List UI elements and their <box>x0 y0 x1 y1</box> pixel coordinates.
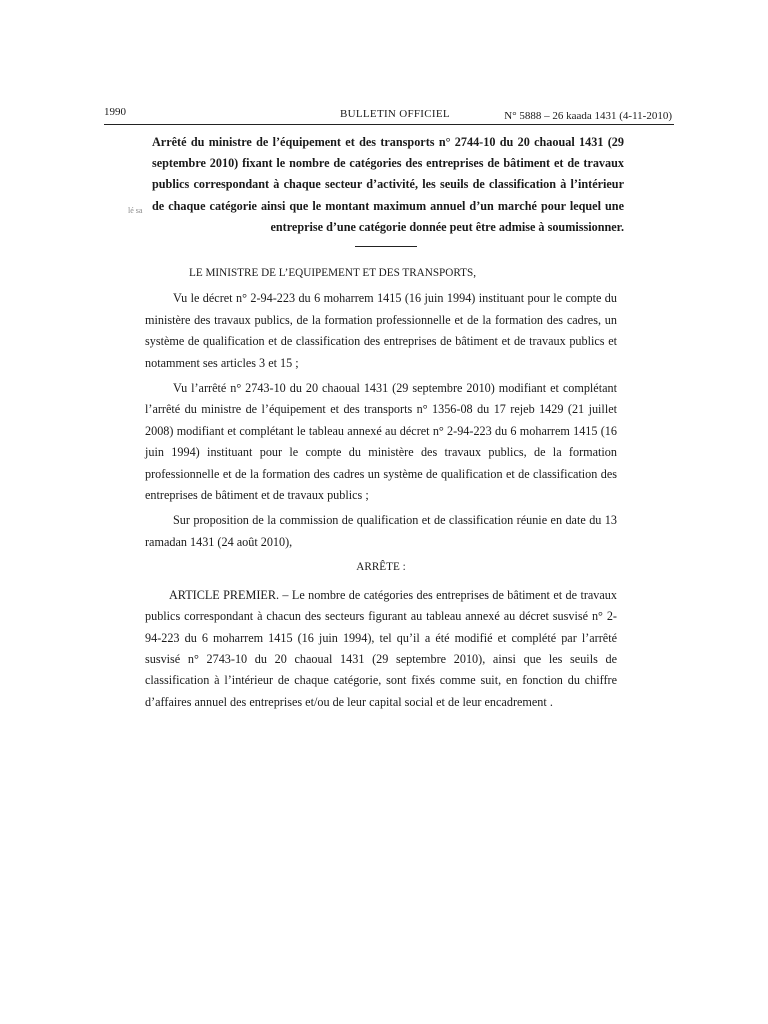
bulletin-title: BULLETIN OFFICIEL <box>340 108 450 120</box>
header-rule <box>104 124 674 125</box>
paragraph-proposition: Sur proposition de la commission de qualification et de classification réunie en date du 13 ramadan 1431 (24 août 2010), <box>145 513 617 549</box>
article-label: ARTICLE PREMIER. <box>169 587 279 602</box>
separator-rule <box>355 246 417 247</box>
page-number: 1990 <box>104 106 126 118</box>
paragraph-vu-decret: Vu le décret n° 2-94-223 du 6 moharrem 1415 (16 juin 1994) instituant pour le compte du ministère des travaux publics, de la formation professionnelle et de la formation des cadres, un système de qualification et de classification des entreprises de bâtiment et de travaux publics et notamment ses articles 3 et 15 ; <box>145 291 617 370</box>
margin-mark: lé sa <box>128 206 143 215</box>
arrete-label: ARRÊTE : <box>356 561 406 574</box>
decree-heading: Arrêté du ministre de l’équipement et des transports n° 2744-10 du 20 chaoual 1431 (29 septembre 2010) fixant le nombre de catégories des entreprises de bâtiment et de travaux publics correspondant à chaque secteur d’activité, les seuils de classification à l’intérieur de chaque catégorie ainsi que le montant maximum annuel d’un marché pour lequel une entreprise d’une catégorie donnée peut être admise à soumissionner. <box>152 135 624 234</box>
issue-reference: N° 5888 – 26 kaada 1431 (4-11-2010) <box>504 110 672 122</box>
paragraph-vu-arrete: Vu l’arrêté n° 2743-10 du 20 chaoual 1431 (29 septembre 2010) modifiant et complétant l’arrêté du ministre de l’équipement et des transports n° 1356-08 du 17 rejeb 1429 (21 juillet 2008) modifiant et complétant le tableau annexé au décret n° 2-94-223 du 6 moharrem 1415 (16 juin 1994) instituant pour le compte du ministère des travaux publics, de la formation professionnelle et de la formation des cadres un système de qualification et de classification des entreprises de bâtiment et de travaux publics ; <box>145 381 617 503</box>
document-body <box>145 263 617 713</box>
article-text: – Le nombre de catégories des entreprises de bâtiment et de travaux publics correspondant à chacun des secteurs figurant au tableau annexé au décret susvisé n° 2-94-223 du 6 moharrem 1415 (16 juin 1994), tel qu’il a été modifié et complété par l’arrêté susvisé n° 2743-10 du 20 chaoual 1431 (29 septembre 2010), ainsi que les seuils de classification à l’intérieur de chaque catégorie, sont fixés comme suit, en fonction du chiffre d’affaires annuel des entreprises et/ou de leur capital social et de leur encadrement . <box>145 587 617 709</box>
article-premier <box>145 585 617 713</box>
minister-line: LE MINISTRE DE L’EQUIPEMENT ET DES TRANSPORTS, <box>189 267 477 279</box>
